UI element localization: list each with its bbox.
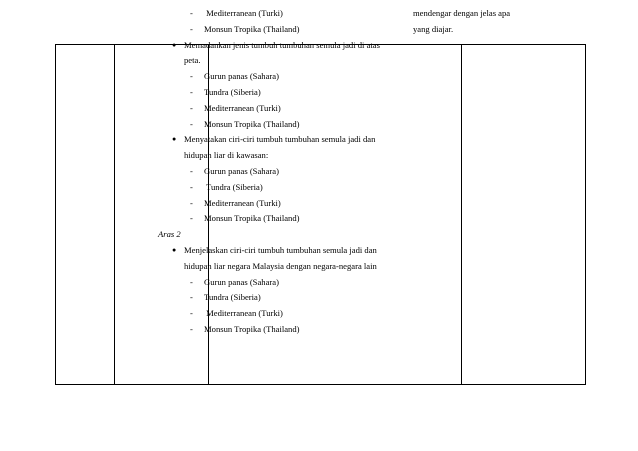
dash-item xyxy=(190,6,283,22)
dash-marker: - xyxy=(190,86,193,97)
line-text: Menyatakan ciri-ciri tumbuh tumbuhan semula jadi dan xyxy=(184,134,376,145)
text-line xyxy=(157,85,405,101)
table-column-1 xyxy=(56,45,115,384)
line-text: Aras 2 xyxy=(158,229,181,240)
dash-marker: - xyxy=(190,118,193,129)
dash-item xyxy=(190,164,279,180)
dash-marker: - xyxy=(190,181,193,192)
line-text: hidupan liar negara Malaysia dengan negara-negara lain xyxy=(184,260,377,271)
line-text: Tundra (Siberia) xyxy=(204,292,261,303)
line-text: Mediterranean (Turki) xyxy=(204,197,281,208)
dash-marker: - xyxy=(190,23,193,34)
line-text: Menjelaskan ciri-ciri tumbuh tumbuhan semula jadi dan xyxy=(184,244,377,255)
dash-item xyxy=(190,117,299,133)
dash-marker: - xyxy=(190,102,193,113)
objectives-cell xyxy=(157,6,405,338)
dash-item xyxy=(190,290,261,306)
line-text: Tundra (Siberia) xyxy=(204,86,261,97)
dash-marker: - xyxy=(190,197,193,208)
line-text: Monsun Tropika (Thailand) xyxy=(204,23,300,34)
text-line xyxy=(157,6,405,22)
section-heading xyxy=(158,227,181,243)
note-line: yang diajar. xyxy=(413,23,454,34)
line-text: Gurun panas (Sahara) xyxy=(204,165,279,176)
continuation-text xyxy=(184,148,268,164)
line-text: Mediterranean (Turki) xyxy=(204,102,281,113)
text-line xyxy=(157,148,405,164)
line-text: Monsun Tropika (Thailand) xyxy=(204,323,300,334)
text-line xyxy=(157,243,405,259)
line-text: Gurun panas (Sahara) xyxy=(204,71,279,82)
bullet-item xyxy=(172,243,377,259)
text-line xyxy=(157,101,405,117)
text-line xyxy=(157,211,405,227)
dash-marker: - xyxy=(190,308,193,319)
text-line xyxy=(157,180,405,196)
dash-item xyxy=(190,306,283,322)
text-line xyxy=(157,164,405,180)
dash-marker: - xyxy=(190,323,193,334)
dash-item xyxy=(190,22,299,38)
line-text: Gurun panas (Sahara) xyxy=(204,276,279,287)
line-text: Monsun Tropika (Thailand) xyxy=(204,118,300,129)
line-text: Tundra (Siberia) xyxy=(204,181,263,192)
text-line xyxy=(157,22,405,38)
text-line xyxy=(157,322,405,338)
dash-item xyxy=(190,211,299,227)
bullet-icon: ● xyxy=(172,135,177,144)
dash-marker: - xyxy=(190,71,193,82)
dash-marker: - xyxy=(190,8,193,18)
continuation-text xyxy=(184,53,200,69)
dash-item xyxy=(190,196,281,212)
line-text: Monsun Tropika (Thailand) xyxy=(204,213,300,224)
line-text: hidupan liar di kawasan: xyxy=(184,150,269,161)
notes-cell xyxy=(413,6,525,38)
line-text: Mediterranean (Turki) xyxy=(204,8,283,18)
dash-marker: - xyxy=(190,276,193,287)
bullet-icon: ● xyxy=(172,245,177,254)
dash-item xyxy=(190,180,263,196)
text-line xyxy=(157,227,405,243)
dash-item xyxy=(190,275,279,291)
text-line xyxy=(157,275,405,291)
dash-item xyxy=(190,322,299,338)
text-line xyxy=(157,69,405,85)
text-line xyxy=(157,38,405,54)
bullet-item xyxy=(172,38,380,54)
text-line xyxy=(157,259,405,275)
text-line xyxy=(157,196,405,212)
text-line xyxy=(157,53,405,69)
text-line xyxy=(157,306,405,322)
text-line xyxy=(157,117,405,133)
dash-marker: - xyxy=(190,292,193,303)
bullet-item xyxy=(172,132,375,148)
dash-marker: - xyxy=(190,165,193,176)
note-line: mendengar dengan jelas apa xyxy=(413,8,511,18)
dash-item xyxy=(190,101,281,117)
bullet-icon: ● xyxy=(172,40,177,49)
line-text: peta. xyxy=(184,55,201,66)
line-text: Mediterranean (Turki) xyxy=(204,308,283,319)
dash-marker: - xyxy=(190,213,193,224)
dash-item xyxy=(190,85,261,101)
continuation-text xyxy=(184,259,377,275)
text-line xyxy=(157,290,405,306)
line-text: Memadankan jenis tumbuh tumbuhan semula jadi di atas xyxy=(184,39,380,50)
dash-item xyxy=(190,69,279,85)
text-line xyxy=(157,132,405,148)
